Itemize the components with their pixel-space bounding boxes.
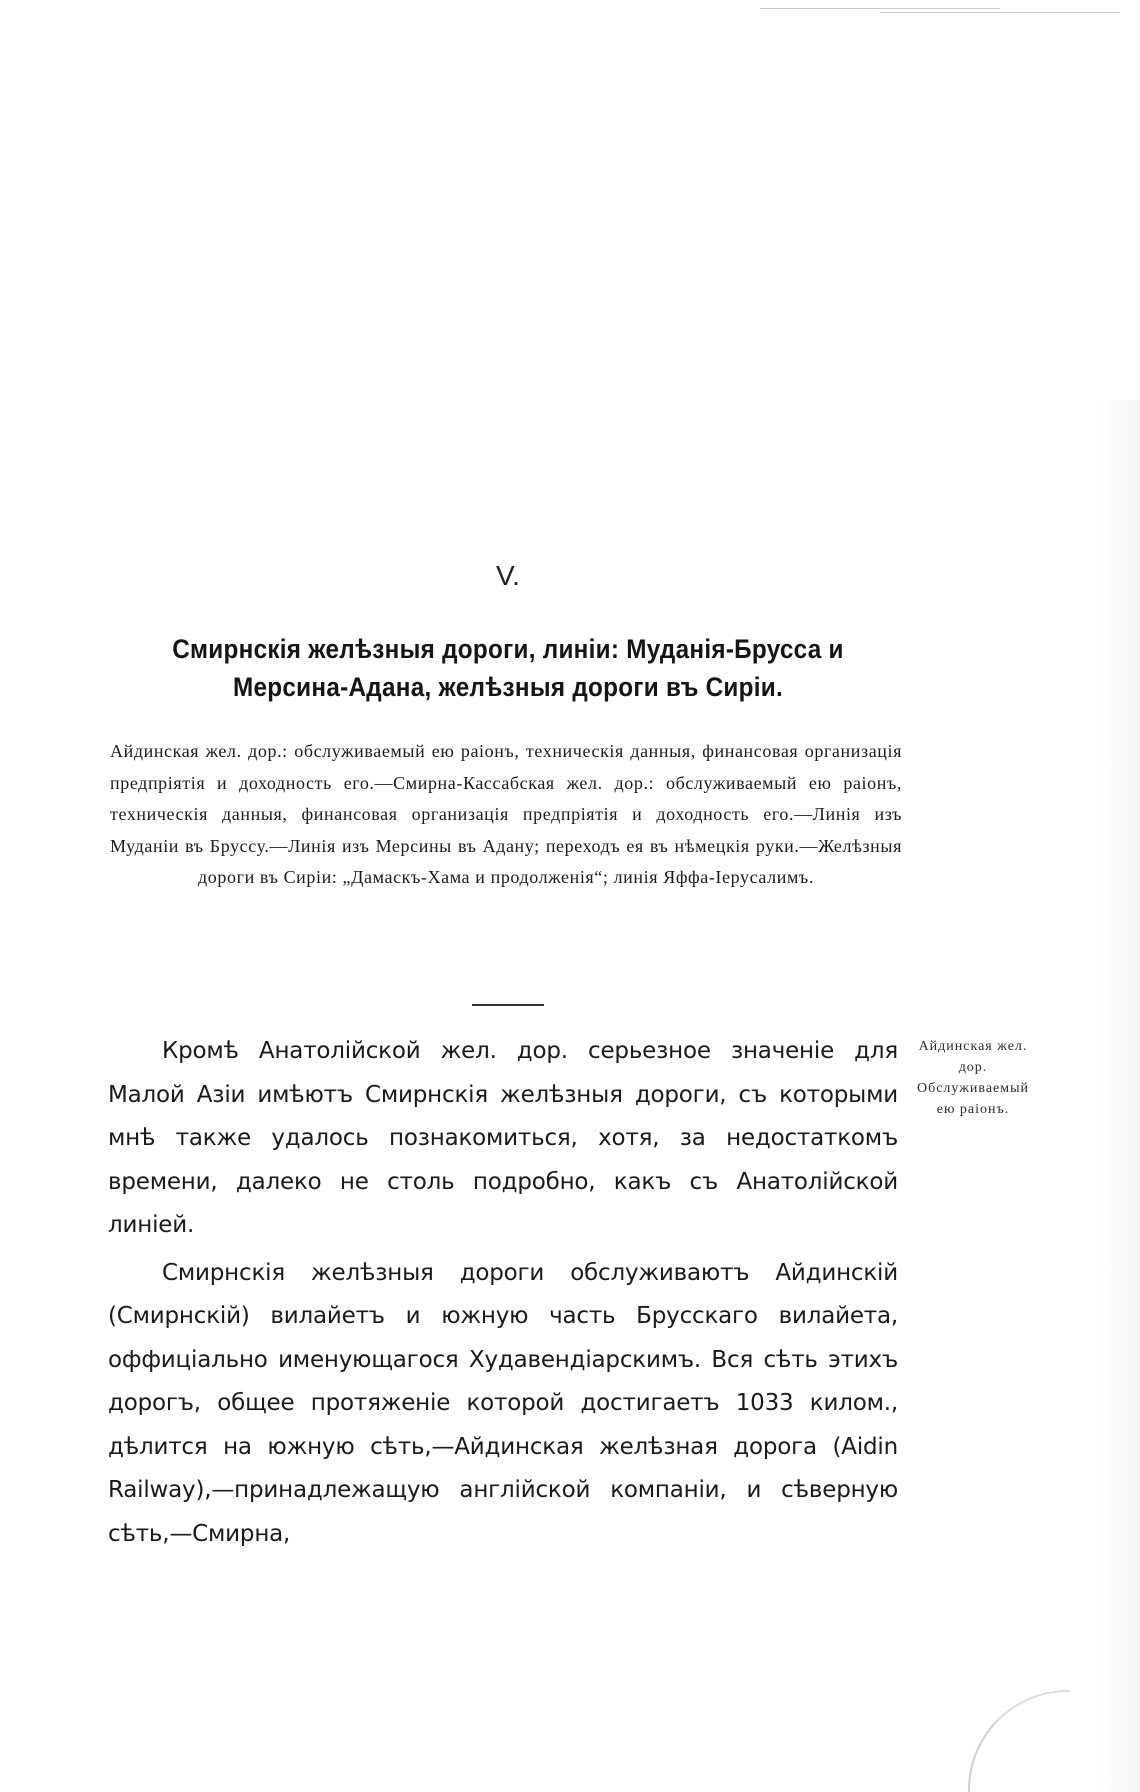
chapter-summary: Айдинская жел. дор.: обслуживаемый ею раіонъ, техническія данныя, финансовая организація предпріятія и доходность его.—Смирна-Кассабская жел. дор.: обслуживаемый ею раіонъ, техническія данныя, финансовая организація предпріятія и доходность его.—Линія изъ Муданіи въ Бруссу.—Линія изъ Мерсины въ Адану; переходъ ея въ нѣмецкія руки.—Желѣзныя дороги въ Сиріи: „Дамаскъ-Хама и продолженія“; линія Яффа-Іерусалимъ. — [110, 741, 902, 887]
margin-note: Айдинская жел. дор. Обслуживаемый ею раіонъ. — [916, 1039, 1030, 1117]
page-edge-curve — [968, 1690, 1070, 1792]
paragraph: Кромѣ Анатолійской жел. дор. серьезное значеніе для Малой Азіи имѣютъ Смирнскія желѣзныя дороги, съ которыми мнѣ также удалось познакомиться, хотя, за недостаткомъ времени, далеко не столь подробно, какъ съ Анатолійской линіей. — [108, 1038, 898, 1238]
chapter-title: Смирнскія желѣзныя дороги, линіи: Муданія-Брусса и Мерсина-Адана, желѣзныя дороги въ Сиріи. — [172, 634, 844, 702]
paragraph: Смирнскія желѣзныя дороги обслуживаютъ Айдинскій (Смирнскій) вилайетъ и южную часть Брусскаго вилайета, оффиціально именующагося Худавендіарскимъ. Вся сѣть этихъ дорогъ, общее протяженіе которой достигаетъ 1033 килом., дѣлится на южную сѣть,—Айдинская желѣзная дорога (Aidin Railway),—принадлежащую англійской компаніи, и сѣверную сѣть,—Смирна, — [108, 1259, 898, 1547]
page-edge-shadow — [1100, 400, 1140, 1792]
scan-edge-line — [880, 12, 1120, 13]
scan-edge-line — [760, 8, 1000, 9]
section-divider — [472, 1004, 544, 1006]
body-text — [108, 1030, 898, 1560]
chapter-number: V. — [496, 560, 520, 591]
